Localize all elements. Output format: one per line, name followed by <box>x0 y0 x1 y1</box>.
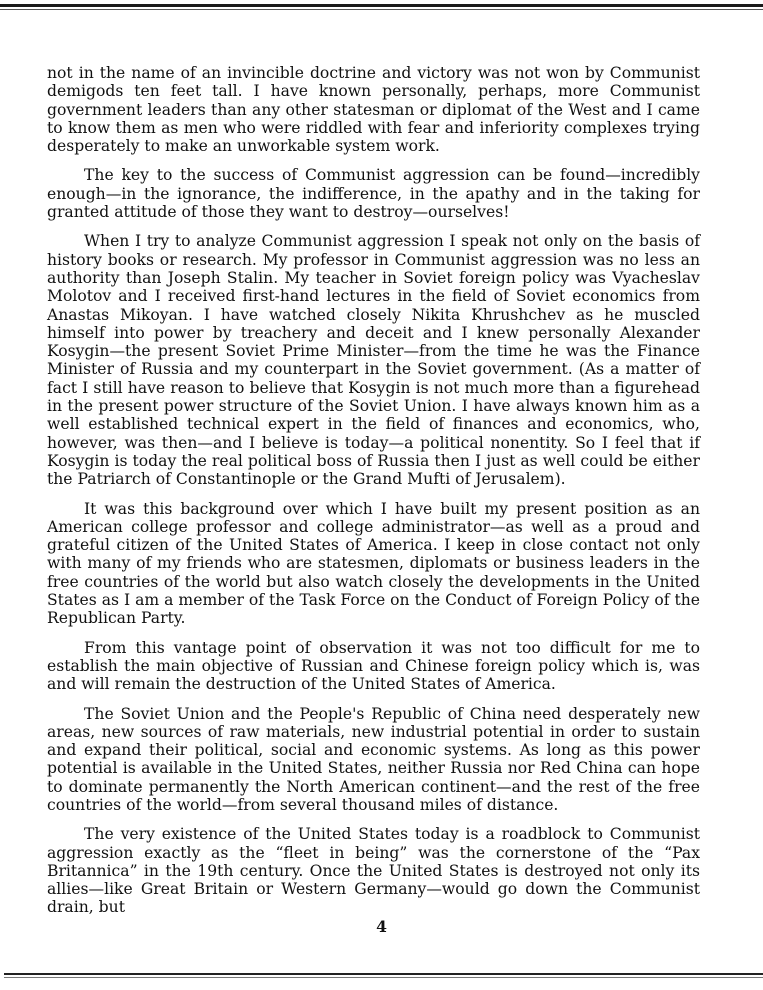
page-body <box>47 64 700 928</box>
paragraph-1: not in the name of an invincible doctrine and victory was not won by Communist demigods ten feet tall. I have known personally, perhaps, more Communist government leaders than any other statesman or diplomat of the West and I came to know them as men who were riddled with fear and inferiority complexes trying desperately to make an unworkable system work. <box>47 64 700 156</box>
page-number: 4 <box>376 917 387 936</box>
paragraph-4: It was this background over which I have built my present position as an American college professor and college administrator—as well as a proud and grateful citizen of the United States of America. I keep in close contact not only with many of my friends who are statesmen, diplomats or business leaders in the free countries of the world but also watch closely the developments in the United States as I am a member of the Task Force on the Conduct of Foreign Policy of the Republican Party. <box>47 499 700 628</box>
bottom-border-rule-thin <box>4 977 763 978</box>
paragraph-2: The key to the success of Communist aggression can be found—incredibly enough—in the ignorance, the indifference, in the apathy and in the taking for granted attitude of those they want to destroy—ourselves! <box>47 166 700 222</box>
paragraph-6: The Soviet Union and the People's Republic of China need desperately new areas, new sources of raw materials, new industrial potential in order to sustain and expand their political, social and economic systems. As long as this power potential is available in the United States, neither Russia nor Red China can hope to dominate permanently the North American continent—and the rest of the free countries of the world—from several thousand miles of distance. <box>47 704 700 814</box>
paragraph-3: When I try to analyze Communist aggression I speak not only on the basis of history books or research. My professor in Communist aggression was no less an authority than Joseph Stalin. My teacher in Soviet foreign policy was Vyacheslav Molotov and I received first-hand lectures in the field of Soviet economics from Anastas Mikoyan. I have watched closely Nikita Khrushchev as he muscled himself into power by treachery and deceit and I knew personally Alexander Kosygin—the present Soviet Prime Minister—from the time he was the Finance Minister of Russia and my counterpart in the Soviet government. (As a matter of fact I still have reason to believe that Kosygin is not much more than a figurehead in the present power structure of the Soviet Union. I have always known him as a well established technical expert in the field of finances and economics, who, however, was then—and I believe is today—a political nonentity. So I feel that if Kosygin is today the real political boss of Russia then I just as well could be either the Patriarch of Constantinople or the Grand Mufti of Jerusalem). <box>47 232 700 489</box>
top-border-rule <box>0 4 763 7</box>
bottom-border-rule <box>4 973 763 975</box>
paragraph-7: The very existence of the United States today is a roadblock to Communist aggression exactly as the “fleet in being” was the cornerstone of the “Pax Britannica” in the 19th century. Once the United States is destroyed not only its allies—like Great Britain or Western Germany—would go down the Communist drain, but <box>47 825 700 917</box>
top-border-rule-thin <box>0 9 763 10</box>
paragraph-5: From this vantage point of observation it was not too difficult for me to establish the main objective of Russian and Chinese foreign policy which is, was and will remain the destruction of the United States of America. <box>47 638 700 694</box>
